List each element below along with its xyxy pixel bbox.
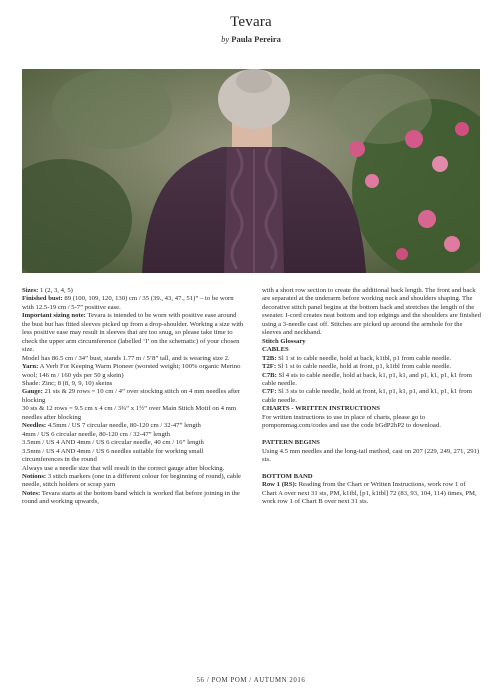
author-name: Paula Pereira <box>231 34 281 44</box>
para-gauge: Gauge: 21 sts & 29 rows = 10 cm / 4” over stocking stitch on 4 mm needles after blocking <box>22 388 241 404</box>
charts-heading: CHARTS - WRITTEN INSTRUCTIONS <box>262 405 381 413</box>
sweater-back-photo <box>22 69 480 273</box>
glossary-heading: Stitch Glossary <box>262 337 306 345</box>
cable-t2f: T2F: Sl 1 st to cable needle, hold at front, p1, k1tbl from cable needle. <box>262 363 452 371</box>
cables-heading: CABLES <box>262 346 289 354</box>
page-title: Tevara <box>230 14 272 30</box>
para-needles: Needles: 4.5mm / US 7 circular needle, 80-120 cm / 32-47” length <box>22 422 201 430</box>
right-column <box>262 287 482 507</box>
bottom-band-row1: Row 1 (RS): Reading from the Chart or Written Instructions, work row 1 of Chart A over next 31 sts, PM, k1tbl, [p1, k1tbl] 72 (83, 93, 104, 114) times, PM, work row 1 of Chart B over next 31 sts. <box>262 481 477 506</box>
para-model: Model has 86.5 cm / 34” bust, stands 1.77 m / 5’8” tall, and is wearing size 2. <box>22 354 230 362</box>
bottom-band-heading: BOTTOM BAND <box>262 472 313 480</box>
para-needles-2: 4mm / US 6 circular needle, 80-120 cm / 32-47” length <box>22 430 171 438</box>
para-sizing-note: Important sizing note: Tevara is intended to be worn with positive ease around the bust but has fitted sleeves picked up from a drop-shoulder. Working a size with less positive ease may result in sleeves that are too snug, so please take time to check the upper arm circumference (labelled ‘I’ on the schematic) of your chosen size. <box>22 312 244 354</box>
page-footer: 56 / POM POM / AUTUMN 2016 <box>196 677 306 684</box>
para-sizes: Sizes: 1 (2, 3, 4, 5) <box>22 287 73 294</box>
para-gauge-motif: 30 sts & 12 rows = 9.5 cm x 4 cm / 3¾” x 1½” over Main Stitch Motif on 4 mm needles after blocking <box>22 405 237 421</box>
para-yarn: Yarn: A Verb For Keeping Warm Pioneer (worsted weight; 100% organic Merino wool; 146 m / 160 yds per 50 g skein) <box>22 363 241 379</box>
para-notes: Notes: Tevara starts at the bottom band which is worked flat before joining in the round and working upwards, <box>22 489 240 506</box>
para-needles-4: 3.5mm / US 4 AND 4mm / US 6 needles suitable for working small circumferences in the round <box>22 447 204 464</box>
pattern-begins-heading: PATTERN BEGINS <box>262 439 320 447</box>
cable-c7f: C7F: Sl 3 sts to cable needle, hold at front, k1, p1, k1, p1, and k1, p1, k1 from cable needle. <box>262 388 472 404</box>
para-notions: Notions: 3 stitch markers (one in a different colour for beginning of round), cable needle, stitch holders or scrap yarn <box>22 472 242 489</box>
para-shade: Shade: Zinc; 8 (8, 9, 9, 10) skeins <box>22 379 113 387</box>
pattern-begins-text: Using 4.5 mm needles and the long-tail method, cast on 207 (229, 249, 271, 291) sts. <box>262 447 480 464</box>
left-column <box>22 287 244 507</box>
spacer <box>262 431 482 439</box>
para-intro: with a short row section to create the additional back length. The front and back are separated at the underarm before working neck and shoulders shaping. The decorative stitch panel begins at the bottom back and stretches the length of the sweater. I-cord creates neat bottom and top edgings and the shoulders are finished using a 3-needle cast off. Stitches are picked up around the armhole for the sleeves and neckband. <box>262 287 481 337</box>
para-needles-5: Always use a needle size that will result in the correct gauge after blocking. <box>22 464 225 472</box>
para-needles-3: 3.5mm / US 4 AND 4mm / US 6 circular needle, 40 cm / 16” length <box>22 439 204 447</box>
spacer <box>262 465 482 473</box>
para-finished-bust: Finished bust: 89 (100, 109, 120, 130) cm / 35 (39., 43, 47., 51)” – to be worn with 12.5-19 cm / 5-7” positive ease. <box>22 295 234 311</box>
byline <box>0 34 502 44</box>
charts-text: For written instructions to use in place of charts, please go to pompommag.com/codes and use the code bGdP2hP2 to download. <box>262 413 441 430</box>
cable-t2b: T2B: Sl 1 st to cable needle, hold at back, k1tbl, p1 from cable needle. <box>262 354 452 362</box>
cable-c7b: C7B: Sl 4 sts to cable needle, hold at back, k1, p1, k1, and p1, k1, p1, k1 from cable needle. <box>262 371 472 387</box>
byline-prefix: by <box>221 34 230 44</box>
